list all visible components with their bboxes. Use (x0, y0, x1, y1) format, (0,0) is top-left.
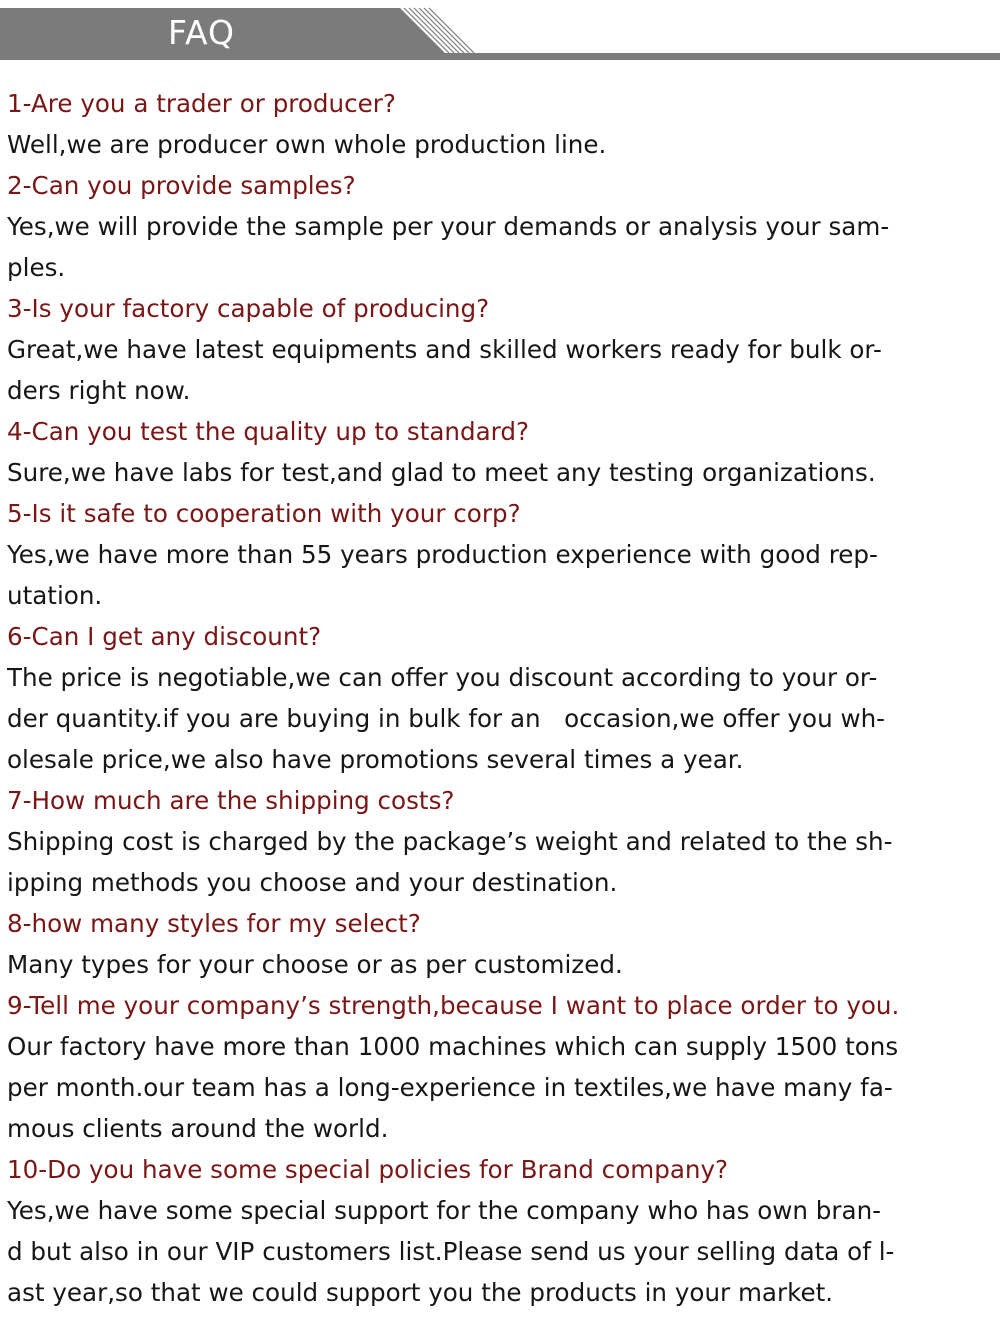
page-title: FAQ (168, 13, 235, 52)
faq-answer-5-line-1: Yes,we have more than 55 years production experience with good rep- (7, 540, 878, 569)
faq-answer-9-line-3: mous clients around the world. (7, 1114, 389, 1143)
faq-question-10: 10-Do you have some special policies for Brand company? (7, 1155, 729, 1184)
faq-answer-6-line-1: The price is negotiable,we can offer you discount according to your or- (7, 663, 878, 692)
faq-answer-10-line-3: ast year,so that we could support you the products in your market. (7, 1278, 834, 1307)
faq-answer-9-line-2: per month.our team has a long-experience in textiles,we have many fa- (7, 1073, 893, 1102)
faq-answer-3-line-1: Great,we have latest equipments and skilled workers ready for bulk or- (7, 335, 882, 364)
faq-question-3: 3-Is your factory capable of producing? (7, 294, 490, 323)
faq-question-7: 7-How much are the shipping costs? (7, 786, 455, 815)
faq-list (7, 83, 1000, 1313)
faq-answer-4-line-1: Sure,we have labs for test,and glad to meet any testing organizations. (7, 458, 876, 487)
faq-answer-2-line-2: ples. (7, 253, 66, 282)
faq-question-4: 4-Can you test the quality up to standard? (7, 417, 530, 446)
faq-question-1: 1-Are you a trader or producer? (7, 89, 396, 118)
faq-answer-10-line-1: Yes,we have some special support for the company who has own bran- (7, 1196, 882, 1225)
faq-answer-6-line-3: olesale price,we also have promotions several times a year. (7, 745, 744, 774)
faq-answer-5-line-2: utation. (7, 581, 103, 610)
faq-question-6: 6-Can I get any discount? (7, 622, 322, 651)
faq-header (0, 0, 1000, 70)
faq-answer-6-line-2: der quantity.if you are buying in bulk for an occasion,we offer you wh- (7, 704, 886, 733)
faq-question-9: 9-Tell me your company’s strength,because I want to place order to you. (7, 991, 900, 1020)
faq-answer-10-line-2: d but also in our VIP customers list.Please send us your selling data of l- (7, 1237, 895, 1266)
header-banner-shape (0, 0, 1000, 70)
faq-answer-8-line-1: Many types for your choose or as per customized. (7, 950, 623, 979)
faq-question-8: 8-how many styles for my select? (7, 909, 421, 938)
faq-answer-7-line-1: Shipping cost is charged by the package’s weight and related to the sh- (7, 827, 893, 856)
faq-answer-3-line-2: ders right now. (7, 376, 191, 405)
faq-answer-2-line-1: Yes,we will provide the sample per your demands or analysis your sam- (7, 212, 890, 241)
faq-answer-9-line-1: Our factory have more than 1000 machines which can supply 1500 tons (7, 1032, 899, 1061)
faq-answer-1-line-1: Well,we are producer own whole production line. (7, 130, 607, 159)
faq-answer-7-line-2: ipping methods you choose and your destination. (7, 868, 618, 897)
faq-question-5: 5-Is it safe to cooperation with your corp? (7, 499, 521, 528)
faq-question-2: 2-Can you provide samples? (7, 171, 356, 200)
